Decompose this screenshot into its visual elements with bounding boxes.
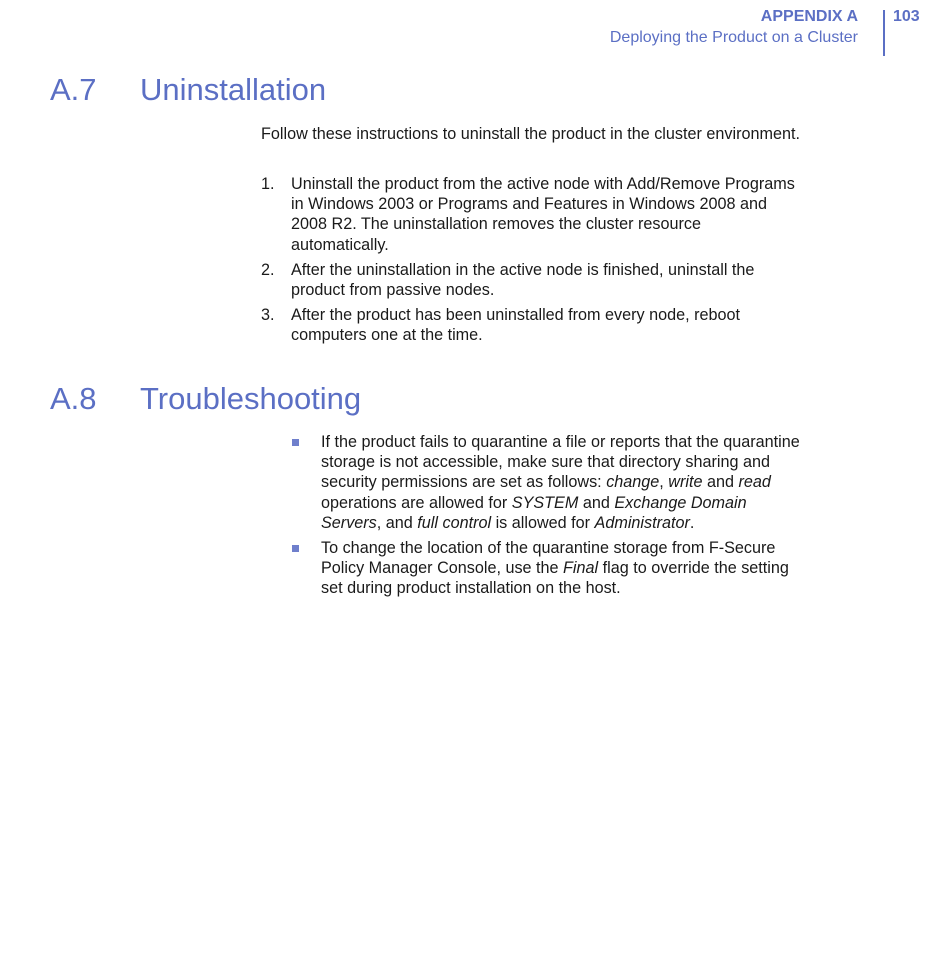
troubleshooting-list xyxy=(291,432,806,604)
appendix-label: APPENDIX A xyxy=(760,8,858,25)
section-title: Uninstallation xyxy=(140,72,327,107)
step-text: Uninstall the product from the active node with Add/Remove Programs in Windows 2003 or Programs and Features in Windows 2008 and 2008 R2. The uninstallation removes the cluster resource automatically. xyxy=(291,175,795,254)
list-item xyxy=(261,260,801,300)
list-item: If the product fails to quarantine a file or reports that the quarantine storage is not accessible, make sure that directory sharing and security permissions are set as follows: change, write and read operations are allowed for SYSTEM and Exchange Domain Servers, and full control is allowed for Administrator. xyxy=(291,432,806,533)
list-item xyxy=(261,174,801,255)
list-item xyxy=(261,305,801,345)
section-number: A.7 xyxy=(50,72,97,107)
section-title: Troubleshooting xyxy=(140,381,362,416)
header-divider xyxy=(883,10,885,56)
step-text: After the product has been uninstalled from every node, reboot computers one at the time. xyxy=(291,306,741,345)
section-number: A.8 xyxy=(50,381,97,416)
step-text: After the uninstallation in the active node is finished, uninstall the product from passive nodes. xyxy=(291,260,755,300)
section-heading-uninstallation xyxy=(50,72,326,108)
chapter-subtitle: Deploying the Product on a Cluster xyxy=(609,29,858,46)
list-item: To change the location of the quarantine storage from F-Secure Policy Manager Console, use the Final flag to override the setting set during product installation on the host. xyxy=(291,538,806,599)
step-number: 3. xyxy=(261,306,275,325)
step-number: 1. xyxy=(261,175,275,193)
section-intro: Follow these instructions to uninstall the product in the cluster environment. xyxy=(261,125,800,143)
page-number: 103 xyxy=(893,8,920,25)
section-heading-troubleshooting xyxy=(50,381,361,417)
step-number: 2. xyxy=(261,260,275,279)
uninstall-steps xyxy=(261,174,801,351)
square-bullet-icon xyxy=(292,439,299,446)
square-bullet-icon xyxy=(292,545,299,552)
running-header xyxy=(610,6,858,48)
